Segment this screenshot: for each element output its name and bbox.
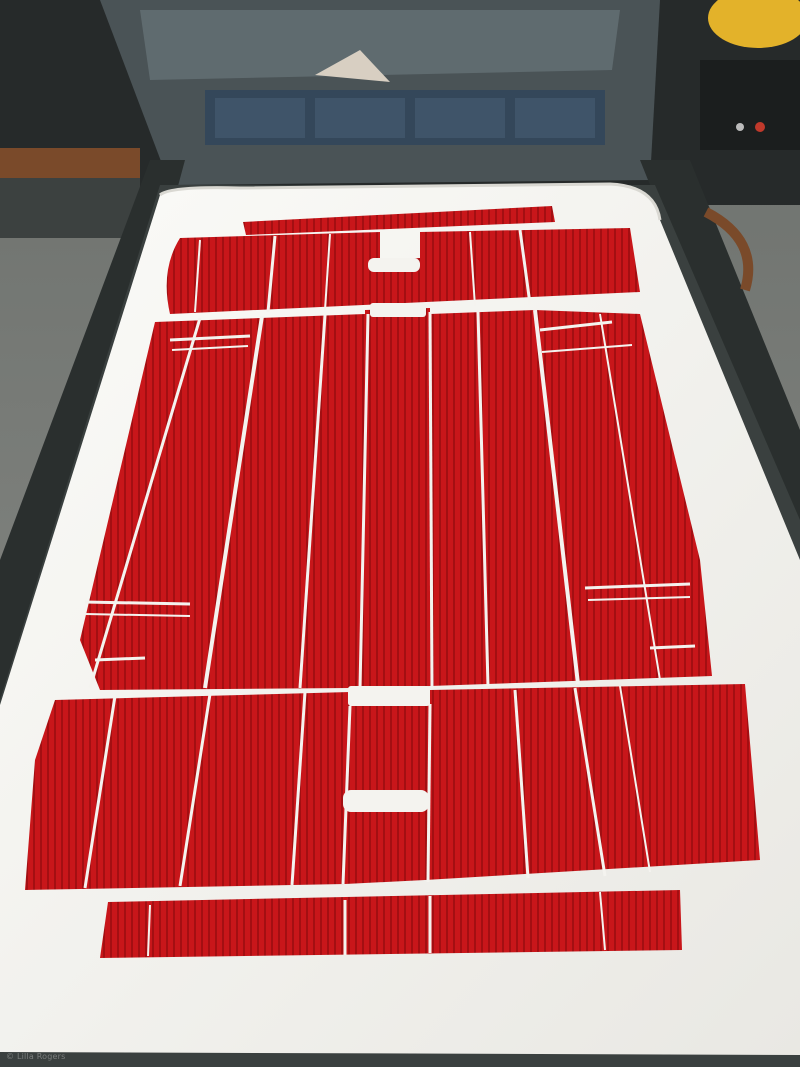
handle-slot-top [368,258,420,272]
watermark-text: © Lilla Rogers [6,1052,66,1061]
wooden-shelf [0,148,140,178]
handle-slot-bottom [343,790,429,812]
bottom-flap-panel [25,684,760,890]
main-body-panel [80,308,712,690]
